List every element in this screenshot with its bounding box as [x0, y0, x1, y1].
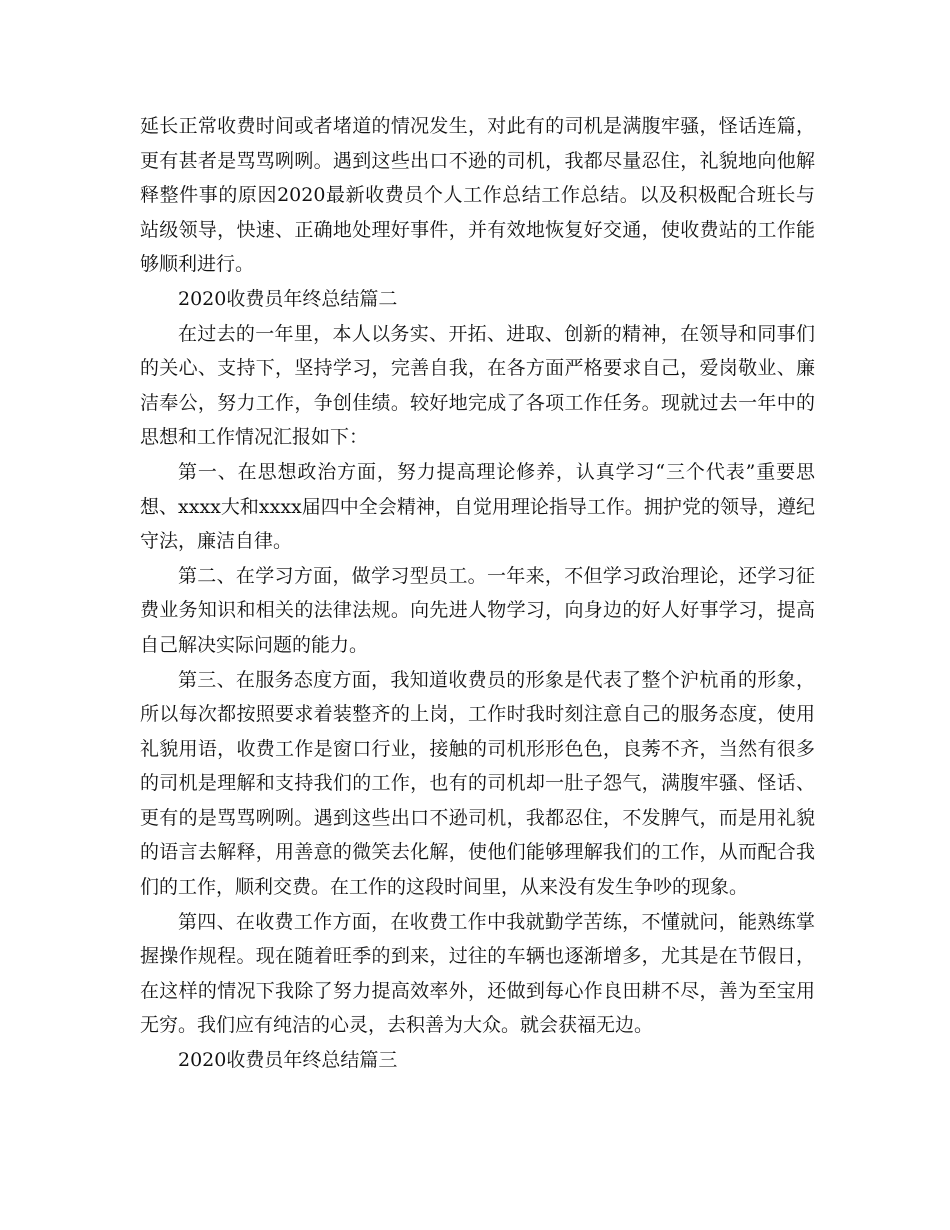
paragraph-intro: 在过去的一年里，本人以务实、开拓、进取、创新的精神，在领导和同事们的关心、支持下，坚持学习，完善自我，在各方面严格要求自己，爱岗敬业、廉洁奉公，努力工作，争创佳绩。较好地完成了各项工作任务。现就过去一年中的思想和工作情况汇报如下： — [140, 322, 815, 449]
paragraph-political: 第一、在思想政治方面，努力提高理论修养，认真学习“三个代表”重要思想、xxxx大和xxxx届四中全会精神，自觉用理论指导工作。拥护党的领导，遵纪守法，廉洁自律。 — [140, 460, 815, 553]
paragraph-service: 第三、在服务态度方面，我知道收费员的形象是代表了整个沪杭甬的形象，所以每次都按照要求着装整齐的上岗，工作时我时刻注意自己的服务态度，使用礼貌用语，收费工作是窗口行业，接触的司机形形色色，良莠不齐，当然有很多的司机是理解和支持我们的工作，也有的司机却一肚子怨气，满腹牢骚、怪话、更有的是骂骂咧咧。遇到这些出口不逊司机，我都忍住，不发脾气，而是用礼貌的语言去解释，用善意的微笑去化解，使他们能够理解我们的工作，从而配合我们的工作，顺利交费。在工作的这段时间里，从来没有发生争吵的现象。 — [140, 668, 815, 899]
paragraph-continuation: 延长正常收费时间或者堵道的情况发生，对此有的司机是满腹牢骚，怪话连篇，更有甚者是骂骂咧咧。遇到这些出口不逊的司机，我都尽量忍住，礼貌地向他解释整件事的原因2020最新收费员个人工作总结工作总结。以及积极配合班长与站级领导，快速、正确地处理好事件，并有效地恢复好交通，使收费站的工作能够顺利进行。 — [140, 115, 815, 276]
document-page — [140, 109, 815, 1078]
section-heading-3: 2020收费员年终总结篇三 — [178, 1049, 398, 1072]
paragraph-toll-work: 第四、在收费工作方面，在收费工作中我就勤学苦练，不懂就问，能熟练掌握操作规程。现在随着旺季的到来，过往的车辆也逐渐增多，尤其是在节假日，在这样的情况下我除了努力提高效率外，还做到每心作良田耕不尽，善为至宝用无穷。我们应有纯洁的心灵，去积善为大众。就会获福无边。 — [140, 910, 815, 1037]
section-heading-2: 2020收费员年终总结篇二 — [178, 287, 398, 310]
paragraph-study: 第二、在学习方面，做学习型员工。一年来，不但学习政治理论，还学习征费业务知识和相关的法律法规。向先进人物学习，向身边的好人好事学习，提高自己解决实际问题的能力。 — [140, 564, 815, 656]
